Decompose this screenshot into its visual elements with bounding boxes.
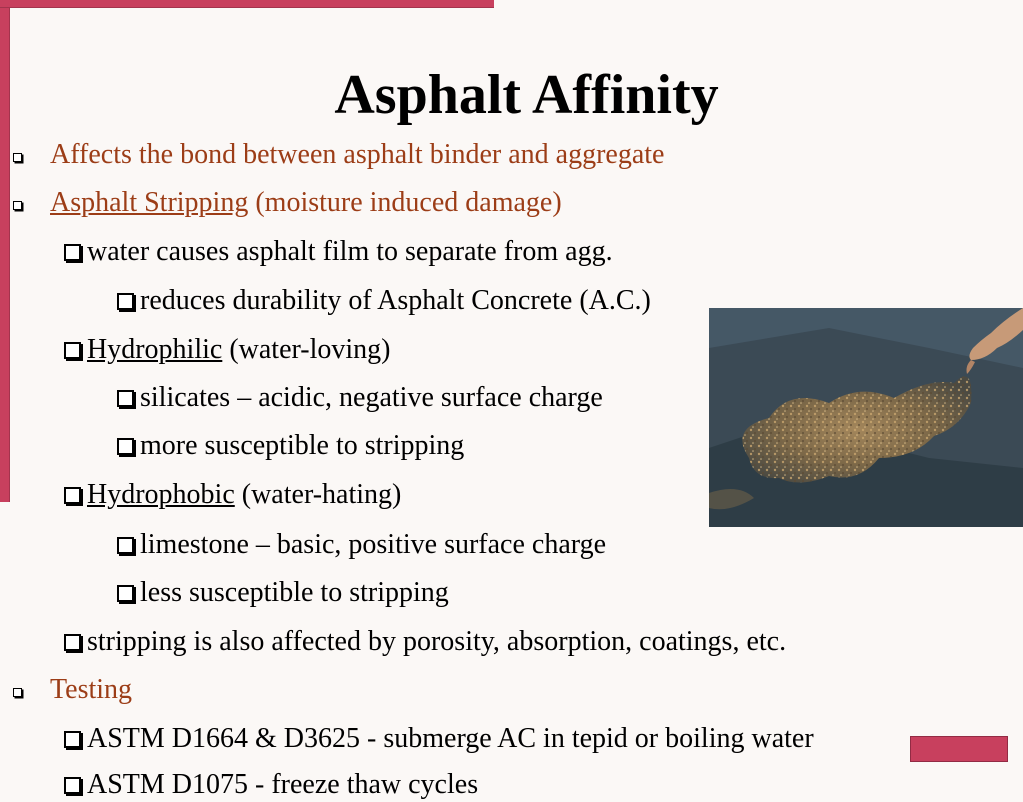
bullet-testing: [50, 673, 132, 707]
slide-title: Asphalt Affinity: [334, 64, 719, 126]
checkbox-bullet-icon: [117, 438, 134, 455]
checkbox-bullet-icon: [117, 293, 134, 310]
checkbox-bullet-icon: [64, 244, 81, 261]
checkbox-bullet-icon: [64, 487, 81, 504]
bullet-hydrophobic: [64, 478, 401, 512]
checkbox-bullet-icon: [117, 537, 134, 554]
bullet-astm-d1664: [64, 722, 814, 756]
bullet-more-susceptible: [117, 429, 464, 463]
bullet-reduces-durability: [117, 284, 651, 318]
slide-corner-tab: [910, 736, 1008, 762]
bullet-astm-d1075: [64, 768, 478, 802]
bullet-text: Affects the bond between asphalt binder and aggregate: [50, 139, 665, 170]
bullet-text: water causes asphalt film to separate from agg.: [87, 236, 613, 267]
pavement-image: [709, 308, 1023, 527]
checkbox-bullet-icon: [117, 585, 134, 602]
bullet-less-susceptible: [117, 576, 449, 610]
bullet-text: silicates – acidic, negative surface charge: [140, 382, 603, 413]
bullet-limestone: [117, 528, 606, 562]
bullet-affects-bond: [50, 138, 664, 172]
checkbox-bullet-icon: [117, 390, 134, 407]
bullet-stripping-affected: [64, 625, 786, 659]
asphalt-stripping-link[interactable]: Asphalt Stripping: [50, 187, 249, 218]
bullet-text: (water-hating): [234, 479, 402, 510]
bullet-text: limestone – basic, positive surface charge: [140, 529, 606, 560]
top-accent-bar: [0, 0, 494, 8]
checkbox-bullet-icon: [64, 731, 81, 748]
bullet-text: less susceptible to stripping: [140, 577, 449, 608]
bullet-text: ASTM D1075 - freeze thaw cycles: [87, 769, 479, 800]
square-bullet-icon: [13, 688, 22, 697]
hydrophobic-link[interactable]: Hydrophobic: [87, 479, 235, 510]
bullet-text: (water-loving): [222, 334, 391, 365]
square-bullet-icon: [13, 201, 22, 210]
bullet-text: stripping is also affected by porosity, absorption, coatings, etc.: [87, 626, 787, 657]
stripped-asphalt-photo: [709, 308, 1023, 527]
checkbox-bullet-icon: [64, 634, 81, 651]
bullet-silicates: [117, 381, 603, 415]
hydrophilic-link[interactable]: Hydrophilic: [87, 334, 223, 365]
bullet-hydrophilic: [64, 333, 390, 367]
bullet-water-causes: [64, 235, 613, 269]
bullet-text: more susceptible to stripping: [140, 430, 465, 461]
bullet-text: Testing: [50, 674, 133, 705]
square-bullet-icon: [13, 153, 22, 162]
bullet-text: reduces durability of Asphalt Concrete (A.C.): [140, 285, 651, 316]
bullet-asphalt-stripping: [50, 186, 562, 220]
bullet-text: (moisture induced damage): [248, 187, 562, 218]
bullet-text: ASTM D1664 & D3625 - submerge AC in tepid or boiling water: [87, 723, 814, 754]
checkbox-bullet-icon: [64, 342, 81, 359]
